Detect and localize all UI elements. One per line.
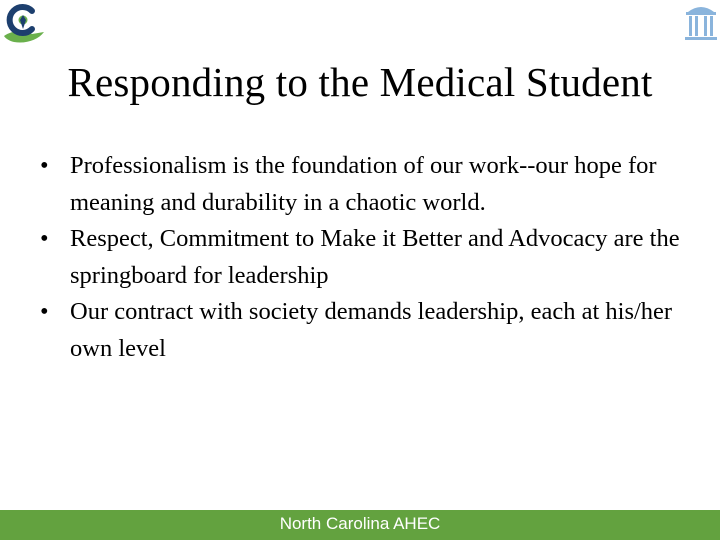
bullet-item — [40, 148, 700, 221]
ahec-logo-icon — [2, 2, 46, 46]
bullet-item — [40, 294, 700, 367]
old-well-icon — [682, 2, 720, 44]
bullet-item — [40, 221, 700, 294]
bullet-glyph: • — [40, 225, 49, 252]
bullet-glyph: • — [40, 298, 49, 325]
bullet-text: Professionalism is the foundation of our work--our hope for meaning and durability in a chaotic world. — [70, 152, 657, 216]
bullet-list — [40, 148, 700, 367]
bullet-text: Respect, Commitment to Make it Better and Advocacy are the springboard for leadership — [70, 225, 680, 289]
bullet-glyph: • — [40, 152, 49, 179]
bullet-text: Our contract with society demands leadership, each at his/her own level — [70, 298, 673, 362]
slide-title: Responding to the Medical Student — [67, 59, 653, 105]
footer-text: North Carolina AHEC — [279, 514, 441, 533]
